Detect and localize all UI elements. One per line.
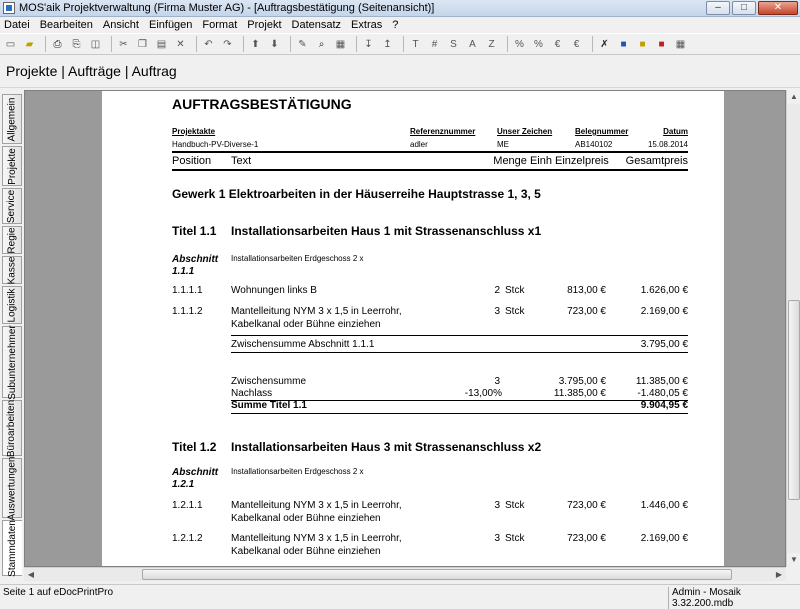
currency-icon[interactable]: €	[573, 38, 580, 50]
row-position: 1.2.1.1	[172, 500, 203, 511]
title-bar	[0, 0, 800, 17]
row-position: 1.1.1.2	[172, 306, 203, 317]
scroll-right-icon[interactable]: ▶	[775, 570, 783, 579]
menu-ansicht[interactable]: Ansicht	[102, 19, 139, 31]
column-menge-einh: Menge Einh	[493, 155, 552, 167]
open-folder-icon[interactable]: ▰	[25, 38, 34, 50]
tab-subunternehmer[interactable]	[2, 326, 22, 398]
maximize-button[interactable]: □	[732, 1, 756, 15]
row-einheit: Stck	[505, 533, 525, 544]
zwischensumme-abschnitt-label: Zwischensumme Abschnitt 1.1.1	[231, 339, 375, 350]
search-icon[interactable]: ⌕	[318, 38, 325, 50]
row-text-continued: Kabelkanal oder Bühne einziehen	[231, 546, 381, 557]
row-gesamtpreis: 1.626,00 €	[640, 285, 688, 296]
tab-kasse[interactable]	[2, 256, 22, 284]
calculator-icon[interactable]: ▦	[335, 38, 346, 50]
toolbar-separator	[290, 36, 291, 52]
scroll-up-icon[interactable]: ▲	[787, 90, 800, 104]
row-text: Mantelleitung NYM 3 x 1,5 in Leerrohr,	[231, 500, 402, 511]
lock-blue-icon[interactable]: ■	[620, 38, 627, 50]
a-format-icon[interactable]: A	[469, 38, 476, 50]
tab-label: Allgemein	[6, 97, 18, 141]
close-button[interactable]: ✕	[758, 1, 798, 15]
status-page-info: Seite 1 auf eDocPrintPro	[3, 587, 114, 598]
header-projektakte: Projektakte	[172, 127, 216, 136]
toolbar-separator	[111, 36, 112, 52]
new-document-icon[interactable]: ▭	[5, 38, 16, 50]
row-menge: 3	[494, 500, 500, 511]
nachlass-einzelpreis: 11.385,00 €	[553, 388, 606, 399]
horizontal-scrollbar[interactable]	[24, 567, 786, 581]
row-position: 1.2.1.2	[172, 533, 203, 544]
row-gesamtpreis: 1.446,00 €	[640, 500, 688, 511]
header-referenznummer: Referenznummer	[410, 127, 476, 136]
menu-einfuegen[interactable]: Einfügen	[148, 19, 193, 31]
summe-rule	[231, 413, 688, 414]
row-einzelpreis: 723,00 €	[567, 306, 606, 317]
nachlass-percent: -13,00%	[464, 388, 502, 399]
tab-label: Kasse	[6, 256, 18, 284]
zwischensumme-menge: 3	[494, 376, 500, 387]
scroll-left-icon[interactable]: ◀	[27, 570, 35, 579]
status-user-db: Admin - Mosaik 3.32.200.mdb	[668, 587, 786, 609]
window-title: MOS'aik Projektverwaltung (Firma Muster AG) - [Auftragsbestätigung (Seitenansicht)]	[19, 2, 435, 14]
scroll-down-icon[interactable]: ▼	[787, 553, 800, 567]
lock-red-icon[interactable]: ■	[658, 38, 665, 50]
left-tab-strip	[0, 90, 24, 578]
row-gesamtpreis: 2.169,00 €	[640, 306, 688, 317]
arrow-up-icon[interactable]: ⬆	[251, 38, 260, 50]
titel-number: Titel 1.2	[172, 440, 217, 454]
header-unser-zeichen: Unser Zeichen	[497, 127, 553, 136]
print-preview-area[interactable]	[24, 90, 786, 567]
row-gesamtpreis: 2.169,00 €	[640, 533, 688, 544]
z-format-icon[interactable]: Z	[488, 38, 495, 50]
value-referenznummer: adler	[410, 140, 428, 149]
print-preview-icon[interactable]: ⎘	[72, 38, 81, 50]
tab-allgemein[interactable]	[2, 94, 22, 144]
tab-service[interactable]	[2, 188, 22, 224]
paste-icon[interactable]: ▤	[156, 38, 167, 50]
toolbar-separator	[356, 36, 357, 52]
abschnitt-number: 1.1.1	[172, 266, 195, 277]
number-format-icon[interactable]: #	[431, 38, 438, 50]
row-einheit: Stck	[505, 306, 525, 317]
menu-bar	[0, 17, 800, 33]
nachlass-gesamtpreis: -1.480,05 €	[637, 388, 688, 399]
zwischensumme-einzelpreis: 3.795,00 €	[558, 376, 606, 387]
tools-icon[interactable]: ✗	[600, 38, 609, 50]
header-rule	[172, 151, 688, 153]
status-bar	[0, 584, 800, 609]
value-belegnummer: AB140102	[575, 140, 613, 149]
tab-label: Büroarbeiten	[6, 399, 18, 457]
app-icon[interactable]	[3, 2, 15, 14]
grid-icon[interactable]: ▦	[675, 38, 686, 50]
menu-bearbeiten[interactable]: Bearbeiten	[39, 19, 93, 31]
toolbar	[0, 33, 800, 55]
row-einzelpreis: 723,00 €	[567, 500, 606, 511]
percent-list-icon[interactable]: %	[534, 38, 543, 50]
currency-list-icon[interactable]: €	[554, 38, 561, 50]
print-icon[interactable]: ⎙	[53, 38, 62, 50]
column-text: Text	[231, 155, 252, 167]
tab-label: Regie	[6, 226, 18, 254]
abschnitt-label: Abschnitt	[172, 254, 219, 265]
titel-text: Installationsarbeiten Haus 1 mit Strassenanschluss x1	[231, 224, 542, 238]
row-einheit: Stck	[505, 500, 525, 511]
column-position: Position	[172, 155, 212, 167]
toolbar-separator	[45, 36, 46, 52]
row-text-continued: Kabelkanal oder Bühne einziehen	[231, 319, 381, 330]
row-position: 1.1.1.1	[172, 285, 203, 296]
row-text: Mantelleitung NYM 3 x 1,5 in Leerrohr,	[231, 306, 402, 317]
column-rule	[172, 169, 688, 171]
page-view-icon[interactable]: ◫	[90, 38, 101, 50]
zwischensumme-gesamtpreis: 11.385,00 €	[635, 376, 688, 387]
value-datum: 15.08.2014	[647, 140, 688, 149]
breadcrumb: Projekte | Aufträge | Auftrag	[0, 56, 800, 88]
copy-icon[interactable]: ❐	[138, 38, 147, 50]
titel-text: Installationsarbeiten Haus 3 mit Strassenanschluss x2	[231, 440, 542, 454]
menu-datensatz[interactable]: Datensatz	[291, 19, 342, 31]
value-projektakte: Handbuch-PV-Diverse-1	[172, 140, 259, 149]
toolbar-separator	[196, 36, 197, 52]
menu-datei[interactable]: Datei	[4, 19, 30, 31]
row-menge: 3	[494, 533, 500, 544]
horizontal-scroll-thumb[interactable]	[142, 569, 732, 580]
tab-label: Projekte	[6, 147, 18, 185]
zwischensumme-abschnitt-value: 3.795,00 €	[640, 339, 688, 350]
tab-label: Stammdaten	[7, 519, 19, 577]
row-einzelpreis: 813,00 €	[567, 285, 606, 296]
text-format-icon[interactable]: T	[412, 38, 419, 50]
abschnitt-text: Installationsarbeiten Erdgeschoss 2 x	[231, 467, 364, 476]
tab-regie[interactable]	[2, 226, 22, 254]
row-menge: 2	[494, 285, 500, 296]
titel-number: Titel 1.1	[172, 224, 217, 238]
minimize-button[interactable]: –	[706, 1, 730, 15]
redo-icon[interactable]: ↷	[223, 38, 232, 50]
sort-descending-icon[interactable]: ↥	[383, 38, 392, 50]
tab-label: Subunternehmer	[6, 324, 18, 400]
undo-icon[interactable]: ↶	[204, 38, 213, 50]
gewerk-heading: Gewerk 1 Elektroarbeiten in der Häuserreihe Hauptstrasse 1, 3, 5	[172, 187, 541, 201]
column-einzelpreis: Einzelpreis	[555, 155, 609, 167]
row-menge: 3	[494, 306, 500, 317]
row-einheit: Stck	[505, 285, 525, 296]
percent-icon[interactable]: %	[515, 38, 524, 50]
tab-bueroarbeiten[interactable]	[2, 400, 22, 456]
header-belegnummer: Belegnummer	[575, 127, 629, 136]
lock-yellow-icon[interactable]: ■	[639, 38, 646, 50]
row-einzelpreis: 723,00 €	[567, 533, 606, 544]
toolbar-separator	[403, 36, 404, 52]
arrow-down-icon[interactable]: ⬇	[270, 38, 279, 50]
cut-icon[interactable]: ✂	[119, 38, 128, 50]
summe-titel-label: Summe Titel 1.1	[231, 400, 307, 411]
s-format-icon[interactable]: S	[450, 38, 457, 50]
sort-ascending-icon[interactable]: ↧	[364, 38, 373, 50]
row-text-continued: Kabelkanal oder Bühne einziehen	[231, 513, 381, 524]
summe-titel-value: 9.904,95 €	[640, 400, 688, 411]
abschnitt-label: Abschnitt	[172, 467, 219, 478]
tab-auswertungen[interactable]	[2, 458, 22, 518]
delete-icon[interactable]: ✕	[176, 38, 185, 50]
header-datum: Datum	[663, 127, 688, 136]
document-title: AUFTRAGSBESTÄTIGUNG	[172, 96, 352, 112]
row-text: Wohnungen links B	[231, 285, 317, 296]
tab-label: Auswertungen	[6, 456, 18, 520]
menu-help[interactable]: ?	[392, 19, 399, 31]
nachlass-label: Nachlass	[231, 388, 273, 399]
toolbar-separator	[243, 36, 244, 52]
toolbar-separator	[507, 36, 508, 52]
tab-logistik[interactable]	[2, 286, 22, 324]
column-gesamtpreis: Gesamtpreis	[625, 155, 688, 167]
abschnitt-text: Installationsarbeiten Erdgeschoss 2 x	[231, 254, 364, 263]
tab-projekte[interactable]	[2, 146, 22, 186]
menu-extras[interactable]: Extras	[351, 19, 383, 31]
menu-projekt[interactable]: Projekt	[247, 19, 282, 31]
document-page	[102, 91, 724, 567]
toolbar-separator	[592, 36, 593, 52]
subtotal-rule	[231, 335, 688, 336]
value-unser-zeichen: ME	[497, 140, 509, 149]
tab-label: Logistik	[6, 288, 18, 322]
edit-pen-icon[interactable]: ✎	[298, 38, 307, 50]
vertical-scrollbar[interactable]	[786, 90, 800, 567]
abschnitt-number: 1.2.1	[172, 479, 195, 490]
row-text: Mantelleitung NYM 3 x 1,5 in Leerrohr,	[231, 533, 402, 544]
subtotal-rule	[231, 352, 688, 353]
zwischensumme-label: Zwischensumme	[231, 376, 307, 387]
tab-label: Service	[6, 189, 18, 223]
vertical-scroll-thumb[interactable]	[788, 300, 800, 500]
tab-stammdaten[interactable]	[2, 520, 22, 576]
menu-format[interactable]: Format	[202, 19, 238, 31]
